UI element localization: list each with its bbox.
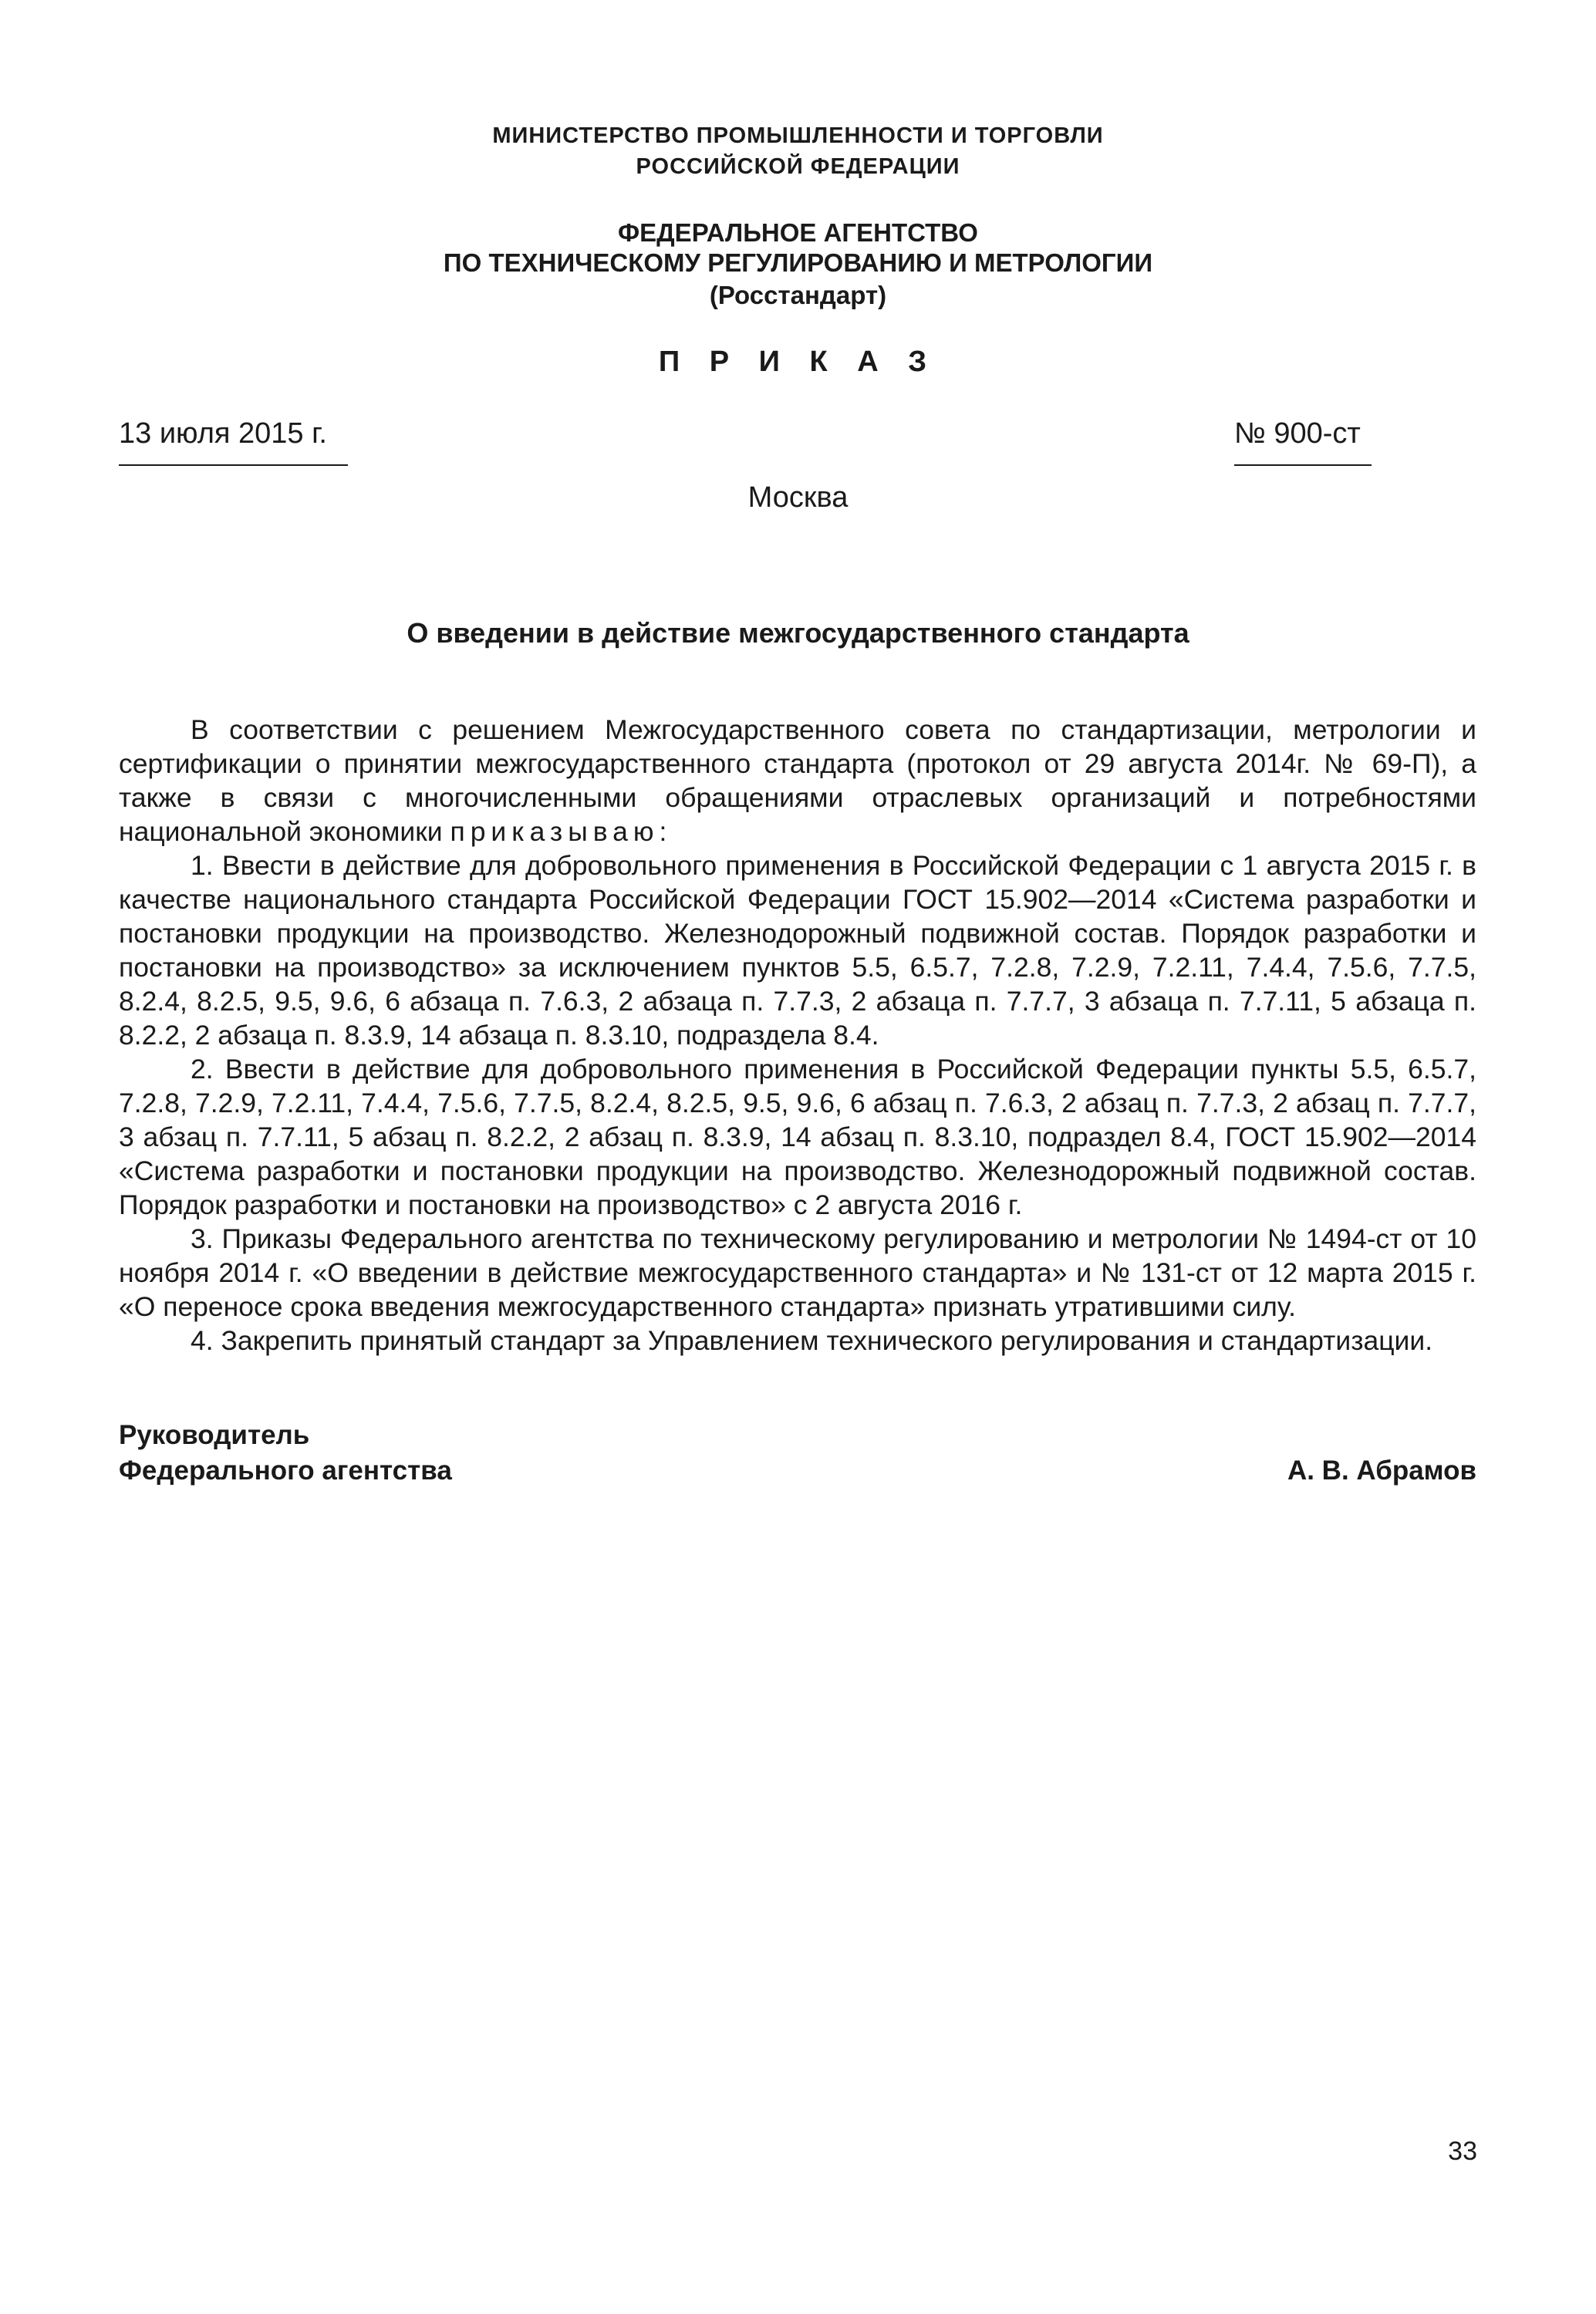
agency-name-line2: ПО ТЕХНИЧЕСКОМУ РЕГУЛИРОВАНИЮ И МЕТРОЛОГИИ: [443, 248, 1153, 277]
document-title: О введении в действие межгосударственного стандарта: [407, 617, 1189, 649]
order-item-1: 1. Ввести в действие для добровольного применения в Российской Федерации с 1 августа 2015 г. в качестве национального стандарта Российской Федерации ГОСТ 15.902—2014 «Система разработки и постановки продукции на производство. Железнодорожный подвижной состав. Порядок разработки и постановки на производство» за исключением пунктов 5.5, 6.5.7, 7.2.8, 7.2.9, 7.2.11, 7.4.4, 7.5.6, 7.7.5, 8.2.4, 8.2.5, 9.5, 9.6, 6 абзаца п. 7.6.3, 2 абзаца п. 7.7.3, 2 абзаца п. 7.7.7, 3 абзаца п. 7.7.11, 5 абзаца п. 8.2.2, 2 абзаца п. 8.3.9, 14 абзаца п. 8.3.10, подраздела 8.4.: [119, 850, 1476, 1051]
signatory-position-line1: Руководитель: [119, 1420, 310, 1450]
agency-name-line1: ФЕДЕРАЛЬНОЕ АГЕНТСТВО: [618, 218, 978, 247]
order-number: № 900-ст: [1234, 415, 1372, 466]
order-item-4: 4. Закрепить принятый стандарт за Управлением технического регулирования и стандартизации.: [191, 1325, 1433, 1356]
signatory-position-line2: Федерального агентства: [119, 1456, 452, 1486]
agency-short-name: (Росстандарт): [709, 281, 887, 309]
ministry-name-line1: МИНИСТЕРСТВО ПРОМЫШЛЕННОСТИ И ТОРГОВЛИ: [492, 123, 1104, 148]
order-city: Москва: [747, 481, 849, 514]
order-item-2: 2. Ввести в действие для добровольного применения в Российской Федерации пункты 5.5, 6.5.7, 7.2.8, 7.2.9, 7.2.11, 7.4.4, 7.5.6, 7.7.5, 8.2.4, 8.2.5, 9.5, 9.6, 6 абзац п. 7.6.3, 2 абзац п. 7.7.3, 2 абзац п. 7.7.7, 3 абзац п. 7.7.11, 5 абзац п. 8.2.2, 2 абзац п. 8.3.9, 14 абзац п. 8.3.10, подраздел 8.4, ГОСТ 15.902—2014 «Система разработки и постановки продукции на производство. Железнодорожный подвижной состав. Порядок разработки и постановки на производство» с 2 августа 2016 г.: [119, 1054, 1476, 1220]
preamble-text: В соответствии с решением Межгосударственного совета по стандартизации, метрологии и сертификации о принятии межгосударственного стандарта (протокол от 29 августа 2014г. № 69-П), а также в связи с многочисленными обращениями отраслевых организаций и потребностями национальной экономики: [119, 714, 1476, 847]
signatory-position: [119, 1418, 452, 1489]
order-word: приказываю:: [450, 816, 673, 847]
page-number: 33: [1448, 2137, 1477, 2166]
order-heading: П Р И К А З: [658, 346, 938, 378]
order-date: 13 июля 2015 г.: [119, 415, 348, 466]
preamble-paragraph: [119, 713, 1476, 848]
order-item-3: 3. Приказы Федерального агентства по техническому регулированию и метрологии № 1494-ст от 10 ноября 2014 г. «О введении в действие межгосударственного стандарта» и № 131-ст от 12 марта 2015 г. «О переносе срока введения межгосударственного стандарта» признать утратившими силу.: [119, 1223, 1476, 1322]
ministry-name-line2: РОССИЙСКОЙ ФЕДЕРАЦИИ: [636, 154, 960, 179]
signatory-name: А. В. Абрамов: [1287, 1456, 1476, 1486]
order-body: [119, 713, 1476, 1358]
